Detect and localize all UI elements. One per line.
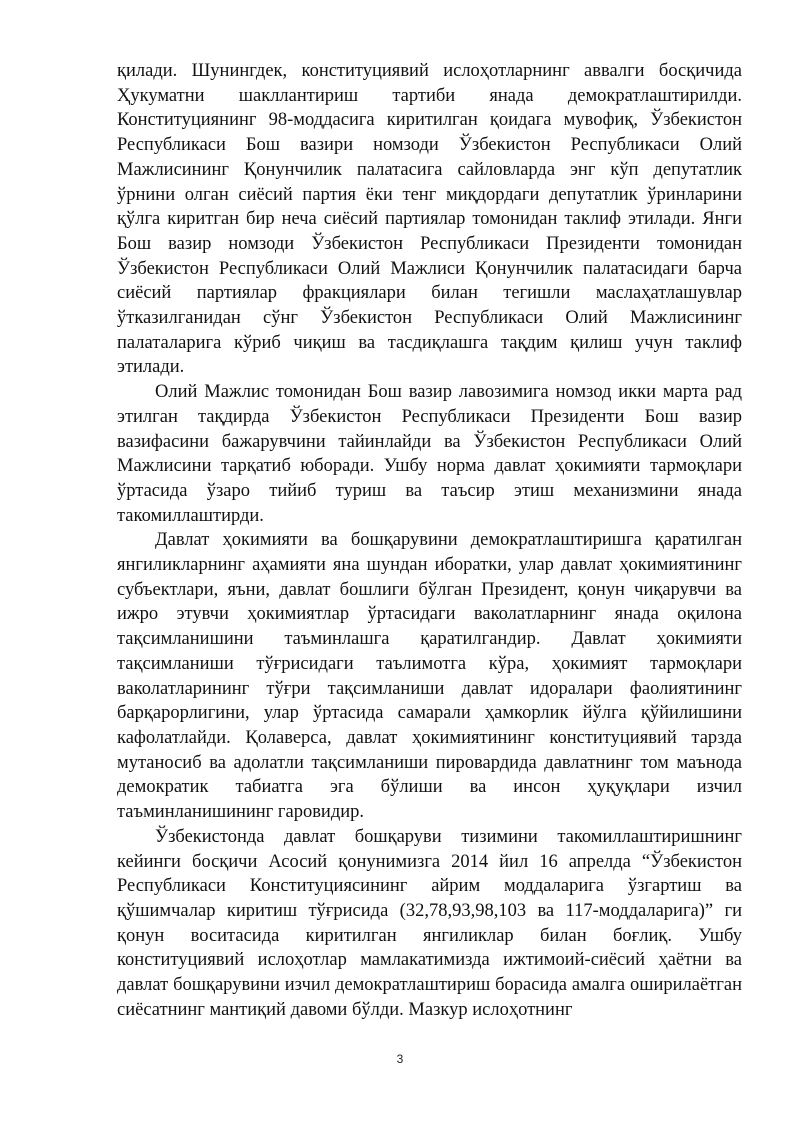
document-body bbox=[117, 59, 742, 1022]
paragraph-4: Ўзбекистонда давлат бошқаруви тизимини такомиллаштиришнинг кейинги босқичи Асосий қонунимизга 2014 йил 16 апрелда “Ўзбекистон Республикаси Конституциясининг айрим моддаларига ўзгартиш ва қўшимчалар киритиш тўғрисида (32,78,93,98,103 ва 117-моддаларига)” ги қонун воситасида киритилган янгиликлар билан боғлиқ. Ушбу конституциявий ислоҳотлар мамлакатимизда ижтимоий-сиёсий ҳаётни ва давлат бошқарувини изчил демократлаштириш борасида амалга оширилаётган сиёсатнинг мантиқий давоми бўлди. Мазкур ислоҳотнинг bbox=[117, 826, 742, 1020]
paragraph-2: Олий Мажлис томонидан Бош вазир лавозимига номзод икки марта рад этилган тақдирда Ўзбекистон Республикаси Президенти Бош вазир вазифасини бажарувчини тайинлайди ва Ўзбекистон Республикаси Олий Мажлисини тарқатиб юборади. Ушбу норма давлат ҳокимияти тармоқлари ўртасида ўзаро тийиб туриш ва таъсир этиш механизмини янада такомиллаштирди. bbox=[117, 382, 742, 526]
paragraph-3: Давлат ҳокимияти ва бошқарувини демократлаштиришга қаратилган янгиликларнинг аҳамияти яна шундан иборатки, улар давлат ҳокимиятининг субъектлари, яъни, давлат бошлиги бўлган Президент, қонун чиқарувчи ва ижро этувчи ҳокимиятлар ўртасидаги ваколатларнинг янада оқилона тақсимланишини таъминлашга қаратилгандир. Давлат ҳокимияти тақсимланиши тўғрисидаги таълимотга кўра, ҳокимият тармоқлари ваколатларининг тўғри тақсимланиши давлат идоралари фаолиятининг барқарорлигини, улар ўртасида самарали ҳамкорлик йўлга қўйилишини кафолатлайди. Қолаверса, давлат ҳокимиятининг конституциявий тарзда мутаносиб ва адолатли тақсимланиши пировардида давлатнинг том маънода демократик табиатга эга бўлиши ва инсон ҳуқуқлари изчил таъминланишининг гаровидир. bbox=[117, 530, 742, 823]
paragraph-1: қилади. Шунингдек, конституциявий ислоҳотларнинг аввалги босқичида Ҳукуматни шакллантириш тартиби янада демократлаштирилди. Конституциянинг 98-моддасига киритилган қоидага мувофиқ, Ўзбекистон Республикаси Бош вазири номзоди Ўзбекистон Республикаси Олий Мажлисининг Қонунчилик палатасига сайловларда энг кўп депутатлик ўрнини олган сиёсий партия ёки тенг миқдордаги депутатлик ўринларини қўлга киритган бир неча сиёсий партиялар томонидан таклиф этилади. Янги Бош вазир номзоди Ўзбекистон Республикаси Президенти томонидан Ўзбекистон Республикаси Олий Мажлиси Қонунчилик палатасидаги барча сиёсий партиялар фракциялари билан тегишли маслаҳатлашувлар ўтказилганидан сўнг Ўзбекистон Республикаси Олий Мажлисининг палаталарига кўриб чиқиш ва тасдиқлашга тақдим қилиш учун таклиф этилади. bbox=[117, 61, 742, 378]
page-number: 3 bbox=[396, 1052, 404, 1066]
